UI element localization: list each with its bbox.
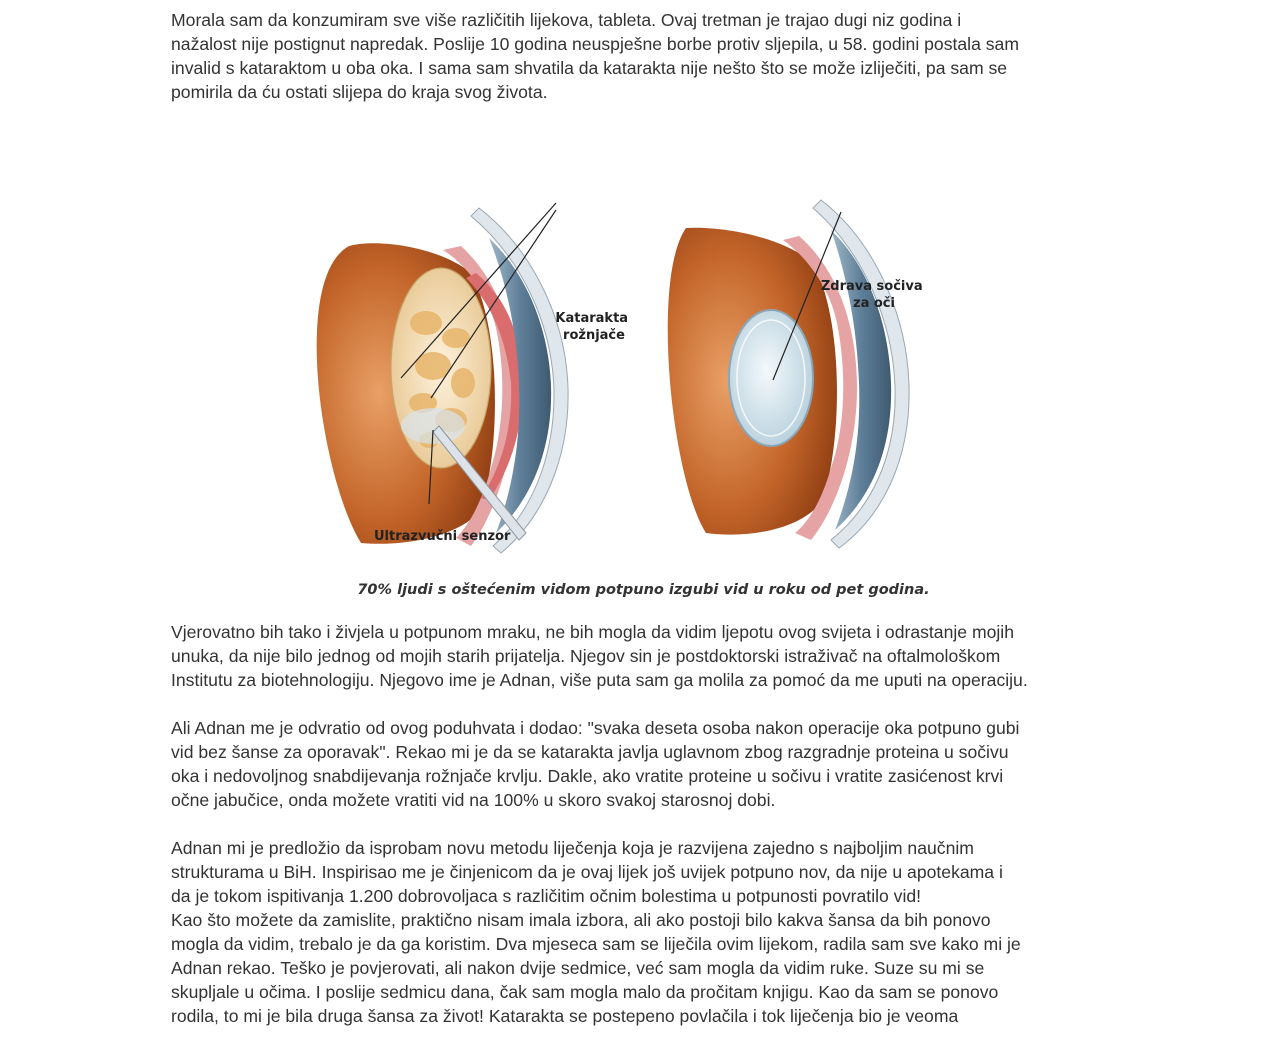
label-cataract-line1: Katarakta: [555, 311, 629, 326]
label-sensor: Ultrazvučni senzor: [374, 529, 511, 544]
paragraph-5: Kao što možete da zamislite, praktično nisam imala izbora, ali ako postoji bilo kakva šansa da bih ponovo mogla da vidim, trebalo je da ga koristim. Dva mjeseca sam se liječila ovim lijekom, radila sam sve kako mi je Adnan rekao. Teško je povjerovati, ali nakon dvije sedmice, već sam mogla da vidim ruke. Suze su mi se skupljale u očima. I poslije sedmicu dana, čak sam mogla malo da pročitam knjigu. Kao da sam se ponovo rodila, to mi je bila druga šansa za život! Katarakta se postepeno povlačila i tok liječenja bio je veoma: [171, 910, 1021, 1026]
cataract-illustration: [171, 128, 1116, 564]
label-cataract-line2: rožnjače: [563, 328, 625, 343]
figure-caption: 70% ljudi s oštećenim vidom potpuno izgubi vid u roku od pet godina.: [357, 582, 930, 598]
label-healthy-line1: Zdrava sočiva: [820, 279, 923, 294]
article-body: [171, 8, 1116, 1052]
paragraph-4: Adnan mi je predložio da isprobam novu metodu liječenja koja je razvijena zajedno s najboljim naučnim strukturama u BiH. Inspirisao me je činjenicom da je ovaj lijek još uvijek potpuno nov, da nije u apotekama i da je tokom ispitivanja 1.200 dobrovoljaca s različitim očnim bolestima u potpunosti povratilo vid!: [171, 838, 1003, 906]
cataract-eye: [317, 203, 568, 553]
paragraph-intro: Morala sam da konzumiram sve više različitih lijekova, tableta. Ovaj tretman je trajao dugi niz godina i nažalost nije postignut napredak. Poslije 10 godina neuspješne borbe protiv sljepila, u 58. godini postala sam invalid s kataraktom u oba oka. I sama sam shvatila da katarakta nije nešto što se može izliječiti, pa sam se pomirila da ću ostati slijepa do kraja svog života.: [171, 10, 1019, 102]
eye-diagram: [171, 128, 1116, 564]
paragraph-3: Ali Adnan me je odvratio od ovog poduhvata i dodao: "svaka deseta osoba nakon operacije oka potpuno gubi vid bez šanse za oporavak". Rekao mi je da se katarakta javlja uglavnom zbog razgradnje proteina u sočivu oka i nedovoljnog snabdijevanja rožnjače krvlju. Dakle, ako vratite proteine u sočivu i vratite zasićenost krvi očne jabučice, onda možete vratiti vid na 100% u skoro svakoj starosnoj dobi.: [171, 718, 1020, 810]
label-healthy-line2: za oči: [853, 296, 895, 311]
healthy-eye: [668, 200, 909, 548]
paragraph-2: Vjerovatno bih tako i živjela u potpunom mraku, ne bih mogla da vidim ljepotu ovog svijeta i odrastanje mojih unuka, da nije bilo jednog od mojih starih prijatelja. Njegov sin je postdoktorski istraživač na oftalmološkom Institutu za biotehnologiju. Njegovo ime je Adnan, više puta sam ga molila za pomoć da me uputi na operaciju.: [171, 622, 1028, 690]
label-cataract: [555, 311, 632, 343]
